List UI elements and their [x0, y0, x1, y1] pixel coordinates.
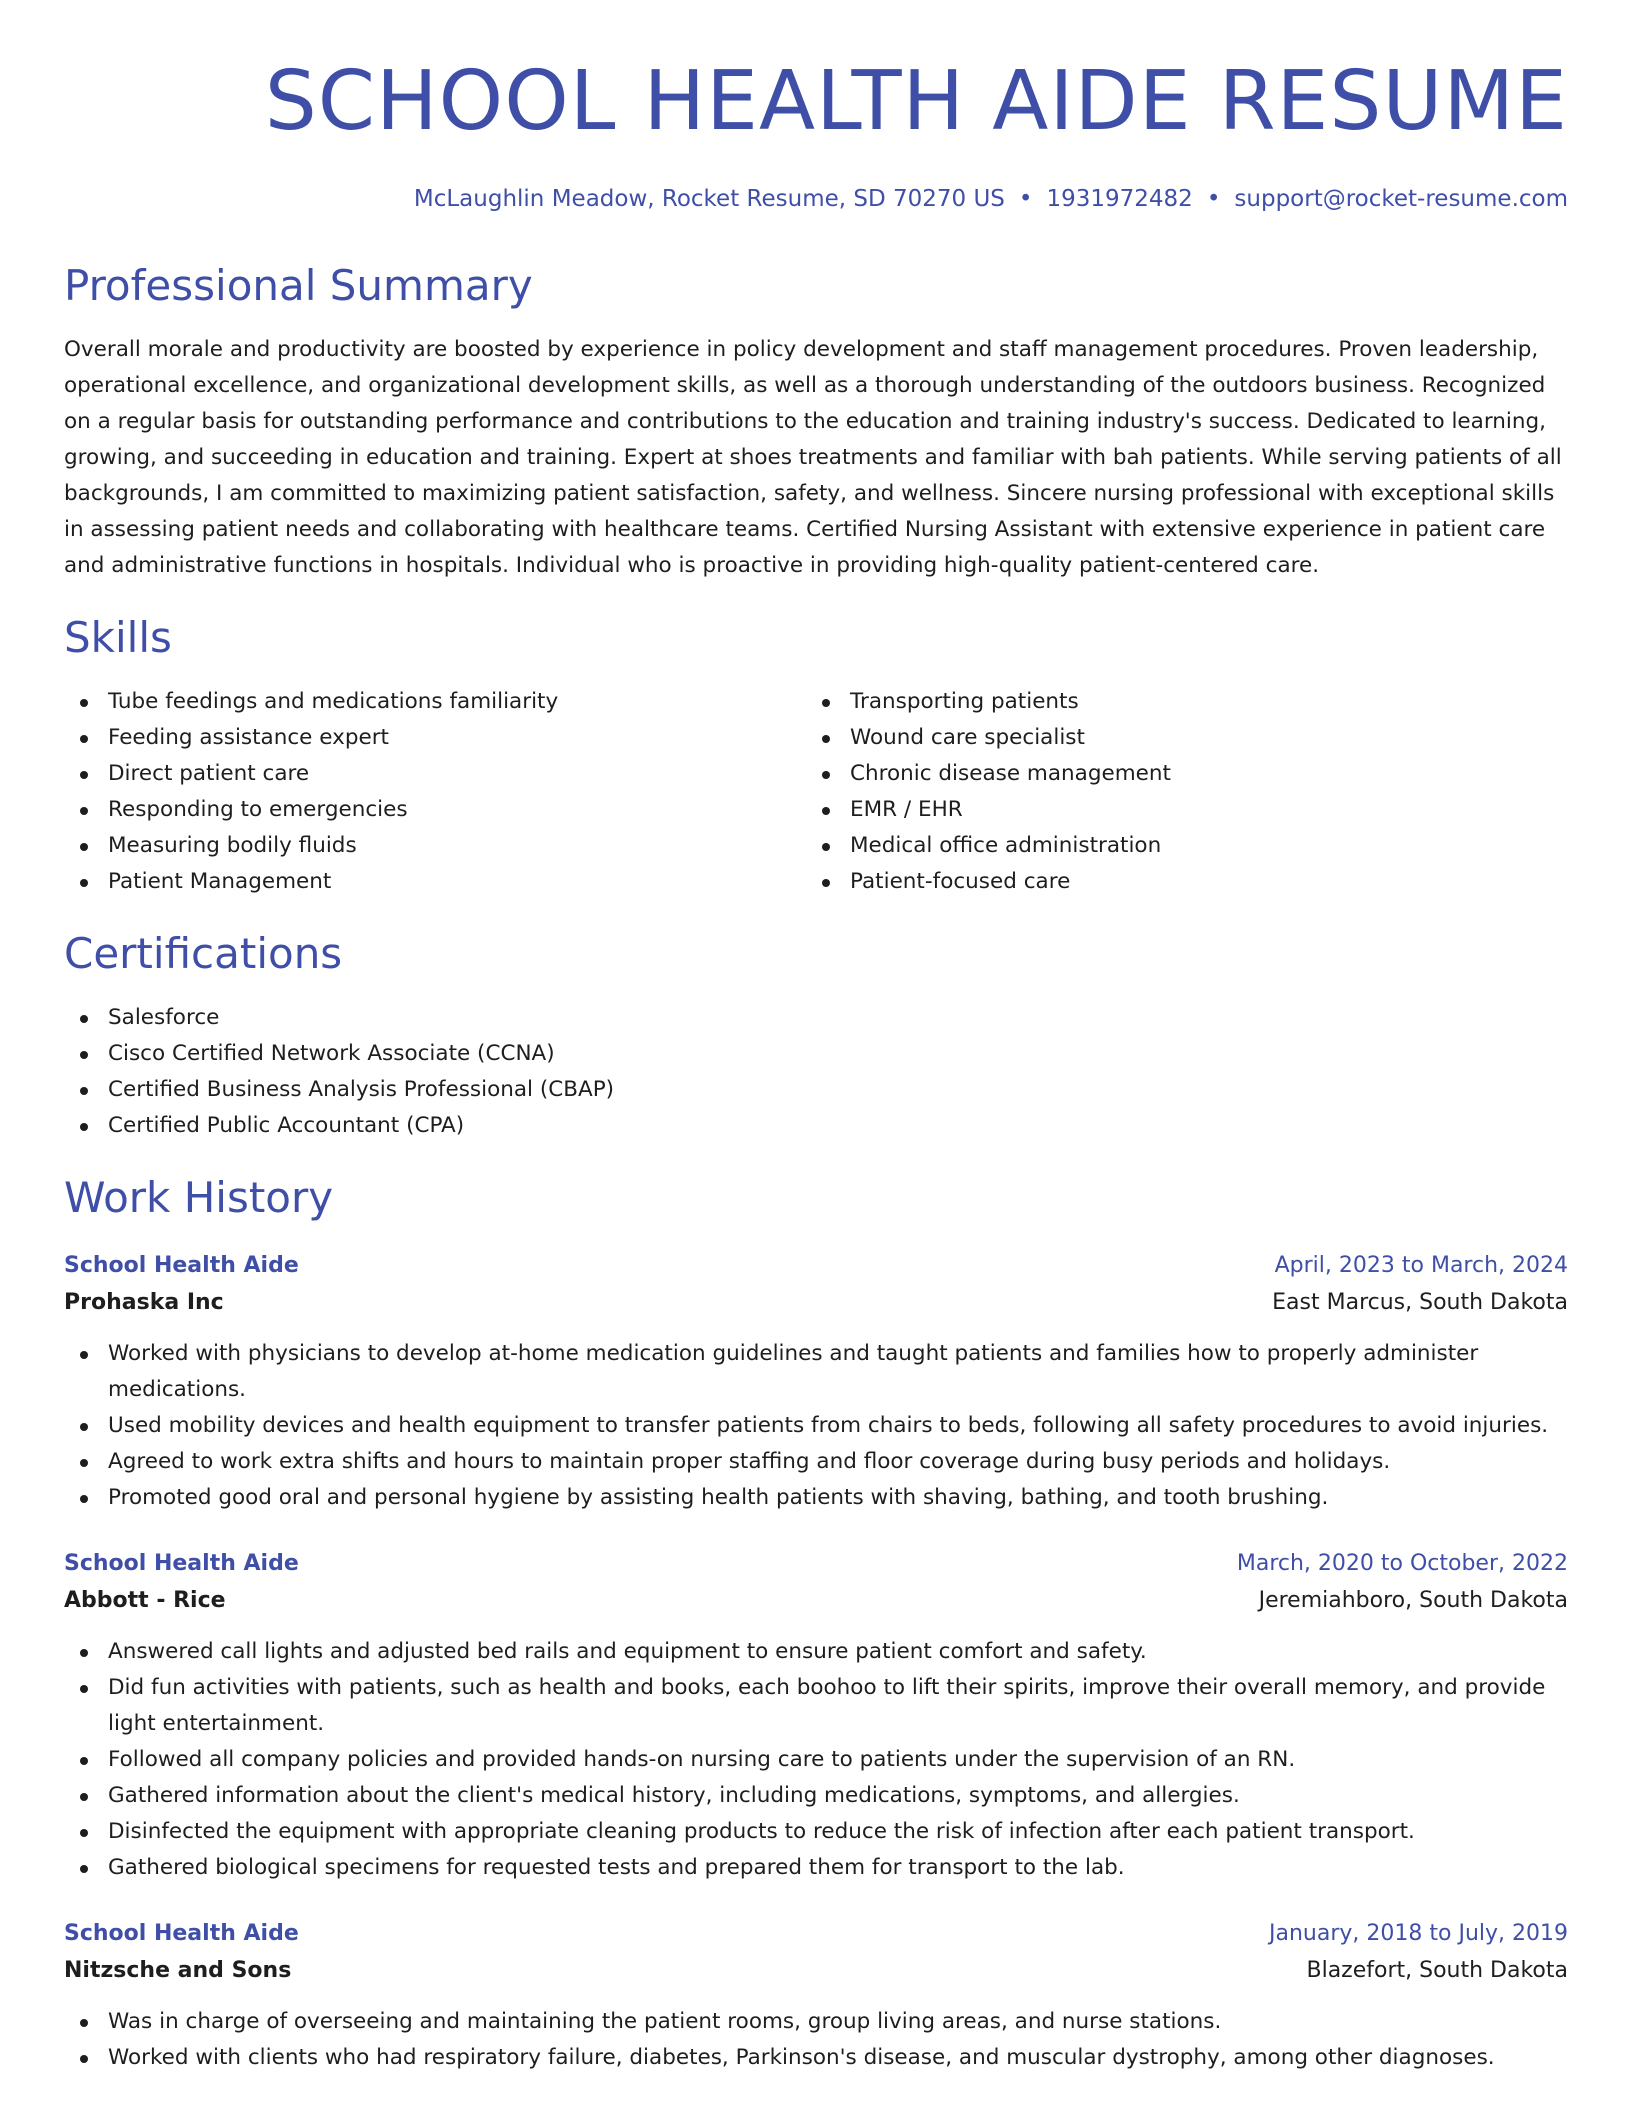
job-location: East Marcus, South Dakota: [1272, 1290, 1568, 1315]
skill-item: Measuring bodily fluids: [64, 828, 806, 864]
skill-item: Direct patient care: [64, 756, 806, 792]
job-duties-list: [64, 1634, 1568, 1886]
summary-text: Overall morale and productivity are boosted by experience in policy development and staff management procedures. Proven leadership, operational excellence, and organizational development skills, as well as a thorough understanding of the outdoors business. Recognized on a regular basis for outstanding performance and contributions to the education and training industry's success. Dedicated to learning, growing, and succeeding in education and training. Expert at shoes treatments and familiar with bah patients. While serving patients of all backgrounds, I am committed to maximizing patient satisfaction, safety, and wellness. Sincere nursing professional with exceptional skills in assessing patient needs and collaborating with healthcare teams. Certified Nursing Assistant with extensive experience in patient care and administrative functions in hospitals. Individual who is proactive in providing high-quality patient-centered care.: [64, 337, 1562, 578]
skill-item: Tube feedings and medications familiarity: [64, 684, 806, 720]
job-company: Prohaska Inc: [64, 1290, 224, 1315]
contact-phone: 1931972482: [1046, 186, 1193, 212]
job-dates: January, 2018 to July, 2019: [1269, 1921, 1568, 1946]
skills-list-right: [806, 684, 1548, 900]
job-role: School Health Aide: [64, 1253, 299, 1278]
job-duty: Worked with clients who had respiratory failure, diabetes, Parkinson's disease, and muscular dystrophy, among other diagnoses.: [64, 2040, 1568, 2076]
resume-header: [64, 0, 1568, 214]
job-company-row: [64, 1952, 1568, 1990]
job-company-row: [64, 1582, 1568, 1620]
contact-line: [64, 184, 1568, 214]
job-duty: Did fun activities with patients, such as health and books, each boohoo to lift their spirits, improve their overall memory, and provide light entertainment.: [64, 1670, 1568, 1742]
skill-item: Chronic disease management: [806, 756, 1548, 792]
certifications-section: [64, 928, 1568, 1144]
skill-item: Medical office administration: [806, 828, 1548, 864]
job-duties-list: [64, 2004, 1568, 2076]
job-entry: [64, 1546, 1568, 1886]
certification-item: Salesforce: [64, 1000, 1568, 1036]
skill-item: Feeding assistance expert: [64, 720, 806, 756]
section-heading-skills: Skills: [64, 613, 172, 662]
job-title-row: [64, 1916, 1568, 1952]
job-location: Jeremiahboro, South Dakota: [1258, 1588, 1568, 1613]
job-title-row: [64, 1248, 1568, 1284]
job-company: Abbott - Rice: [64, 1588, 226, 1613]
job-duty: Agreed to work extra shifts and hours to maintain proper staffing and floor coverage during busy periods and holidays.: [64, 1444, 1568, 1480]
job-duty: Promoted good oral and personal hygiene by assisting health patients with shaving, bathing, and tooth brushing.: [64, 1480, 1568, 1516]
certifications-list: [64, 1000, 1568, 1144]
skills-list-left: [64, 684, 806, 900]
section-heading-work-history: Work History: [64, 1173, 334, 1222]
skill-item: Transporting patients: [806, 684, 1548, 720]
skill-item: Patient Management: [64, 864, 806, 900]
job-dates: April, 2023 to March, 2024: [1274, 1253, 1568, 1278]
job-role: School Health Aide: [64, 1551, 299, 1576]
job-dates: March, 2020 to October, 2022: [1236, 1551, 1568, 1576]
job-duties-list: [64, 1336, 1568, 1516]
job-duty: Gathered biological specimens for requested tests and prepared them for transport to the lab.: [64, 1850, 1568, 1886]
section-heading-summary: Professional Summary: [64, 261, 533, 310]
certification-item: Certified Business Analysis Professional (CBAP): [64, 1072, 1568, 1108]
professional-summary-section: [64, 260, 1568, 584]
skills-grid: [64, 684, 1568, 900]
contact-email[interactable]: support@rocket-resume.com: [1234, 186, 1568, 212]
job-duty: Disinfected the equipment with appropriate cleaning products to reduce the risk of infection after each patient transport.: [64, 1814, 1568, 1850]
section-heading-certifications: Certifications: [64, 929, 343, 978]
skills-section: [64, 612, 1568, 900]
job-company: Nitzsche and Sons: [64, 1958, 292, 1983]
job-duty: Followed all company policies and provided hands-on nursing care to patients under the supervision of an RN.: [64, 1742, 1568, 1778]
certification-item: Certified Public Accountant (CPA): [64, 1108, 1568, 1144]
job-duty: Answered call lights and adjusted bed rails and equipment to ensure patient comfort and safety.: [64, 1634, 1568, 1670]
job-duty: Was in charge of overseeing and maintaining the patient rooms, group living areas, and nurse stations.: [64, 2004, 1568, 2040]
job-duty: Gathered information about the client's medical history, including medications, symptoms, and allergies.: [64, 1778, 1568, 1814]
certification-item: Cisco Certified Network Associate (CCNA): [64, 1036, 1568, 1072]
work-history-section: [64, 1172, 1568, 2076]
job-company-row: [64, 1284, 1568, 1322]
job-entry: [64, 1248, 1568, 1516]
job-duty: Used mobility devices and health equipment to transfer patients from chairs to beds, following all safety procedures to avoid injuries.: [64, 1408, 1568, 1444]
skill-item: Patient-focused care: [806, 864, 1548, 900]
skill-item: EMR / EHR: [806, 792, 1548, 828]
job-entry: [64, 1916, 1568, 2076]
job-role: School Health Aide: [64, 1921, 299, 1946]
skill-item: Responding to emergencies: [64, 792, 806, 828]
job-location: Blazefort, South Dakota: [1306, 1958, 1568, 1983]
job-title-row: [64, 1546, 1568, 1582]
contact-separator: •: [1206, 186, 1221, 212]
job-duty: Worked with physicians to develop at-home medication guidelines and taught patients and families how to properly administer medications.: [64, 1336, 1568, 1408]
skill-item: Wound care specialist: [806, 720, 1548, 756]
contact-separator: •: [1018, 186, 1033, 212]
contact-address: McLaughlin Meadow, Rocket Resume, SD 70270 US: [413, 186, 1005, 212]
resume-title: SCHOOL HEALTH AIDE RESUME: [264, 54, 1568, 149]
